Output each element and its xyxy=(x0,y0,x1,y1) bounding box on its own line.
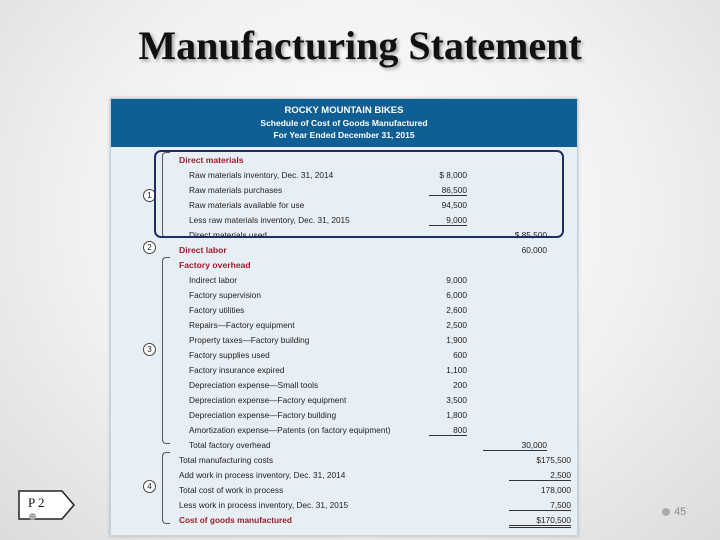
row-amount: 60,000 xyxy=(521,245,547,255)
schedule-row xyxy=(111,243,577,258)
row-amount: 2,500 xyxy=(509,470,571,481)
company-name: ROCKY MOUNTAIN BIKES xyxy=(284,105,404,116)
section-tag-label: P 2 xyxy=(28,495,45,510)
row-label: Total cost of work in process xyxy=(179,485,284,495)
schedule-row xyxy=(111,318,577,333)
row-amount: 1,800 xyxy=(446,410,467,420)
row-label: Raw materials purchases xyxy=(189,185,283,195)
row-amount: 2,600 xyxy=(446,305,467,315)
row-amount: 7,500 xyxy=(509,500,571,511)
row-label: Less work in process inventory, Dec. 31, 2015 xyxy=(179,500,349,510)
row-label: Repairs—Factory equipment xyxy=(189,320,295,330)
row-amount: 9,000 xyxy=(446,275,467,285)
row-amount: 9,000 xyxy=(429,215,467,226)
row-amount: 2,500 xyxy=(446,320,467,330)
row-label: Add work in process inventory, Dec. 31, 2014 xyxy=(179,470,346,480)
arrow-tag-icon xyxy=(18,490,76,520)
schedule-row xyxy=(111,363,577,378)
row-label: Less raw materials inventory, Dec. 31, 2015 xyxy=(189,215,350,225)
schedule-row xyxy=(111,288,577,303)
row-amount: $175,500 xyxy=(536,455,571,465)
row-label: Direct materials xyxy=(179,155,244,165)
row-amount: 30,000 xyxy=(483,440,547,451)
row-label: Factory overhead xyxy=(179,260,251,270)
schedule-subtitle: Schedule of Cost of Goods Manufactured xyxy=(260,118,428,128)
brace-factory-overhead xyxy=(162,257,170,444)
schedule-row xyxy=(111,273,577,288)
step-marker-3: 3 xyxy=(143,343,156,356)
row-amount: 200 xyxy=(453,380,467,390)
bullet-dot xyxy=(29,513,36,520)
row-label: Total factory overhead xyxy=(189,440,271,450)
row-label: Amortization expense—Patents (on factory equipment) xyxy=(189,425,391,435)
schedule-row xyxy=(111,438,577,453)
row-label: Total manufacturing costs xyxy=(179,455,274,465)
row-label: Depreciation expense—Factory building xyxy=(189,410,337,420)
slide-title: Manufacturing Statement xyxy=(138,23,582,68)
schedule-row xyxy=(111,483,577,498)
page-number-value: 45 xyxy=(674,506,687,518)
row-amount: 600 xyxy=(453,350,467,360)
step-marker-1: 1 xyxy=(143,189,156,202)
row-label: Factory supervision xyxy=(189,290,261,300)
row-label: Direct materials used xyxy=(189,230,267,240)
row-amount: $ 85,500 xyxy=(514,230,547,240)
schedule-row xyxy=(111,513,577,528)
schedule-row xyxy=(111,393,577,408)
section-tag xyxy=(18,490,76,520)
page-number xyxy=(662,506,686,518)
schedule-row xyxy=(111,303,577,318)
row-label: Factory utilities xyxy=(189,305,245,315)
schedule-row xyxy=(111,468,577,483)
schedule-row xyxy=(111,423,577,438)
schedule-row xyxy=(111,258,577,273)
schedule-period: For Year Ended December 31, 2015 xyxy=(273,130,415,140)
row-amount: 800 xyxy=(429,425,467,436)
row-label: Factory insurance expired xyxy=(189,365,285,375)
step-marker-4: 4 xyxy=(143,480,156,493)
brace-work-in-process xyxy=(162,452,170,524)
schedule-row xyxy=(111,498,577,513)
row-amount: 3,500 xyxy=(446,395,467,405)
row-amount: 86,500 xyxy=(429,185,467,196)
row-label: Factory supplies used xyxy=(189,350,270,360)
row-amount: $170,500 xyxy=(509,515,571,528)
row-label: Property taxes—Factory building xyxy=(189,335,310,345)
schedule-row xyxy=(111,408,577,423)
direct-materials-highlight xyxy=(154,150,564,238)
schedule-header xyxy=(111,99,577,147)
schedule-row xyxy=(111,348,577,363)
schedule-row xyxy=(111,453,577,468)
row-amount: 178,000 xyxy=(541,485,571,495)
schedule-row xyxy=(111,378,577,393)
row-amount: 94,500 xyxy=(441,200,467,210)
row-label: Raw materials inventory, Dec. 31, 2014 xyxy=(189,170,334,180)
row-amount: 6,000 xyxy=(446,290,467,300)
schedule-row xyxy=(111,333,577,348)
bullet-icon xyxy=(662,508,670,516)
row-label: Indirect labor xyxy=(189,275,237,285)
row-label: Depreciation expense—Factory equipment xyxy=(189,395,347,405)
row-label: Direct labor xyxy=(179,245,227,255)
row-amount: $ 8,000 xyxy=(439,170,467,180)
row-label: Cost of goods manufactured xyxy=(179,515,292,525)
row-label: Raw materials available for use xyxy=(189,200,305,210)
row-amount: 1,900 xyxy=(446,335,467,345)
step-marker-2: 2 xyxy=(143,241,156,254)
row-label: Depreciation expense—Small tools xyxy=(189,380,319,390)
row-amount: 1,100 xyxy=(446,365,467,375)
